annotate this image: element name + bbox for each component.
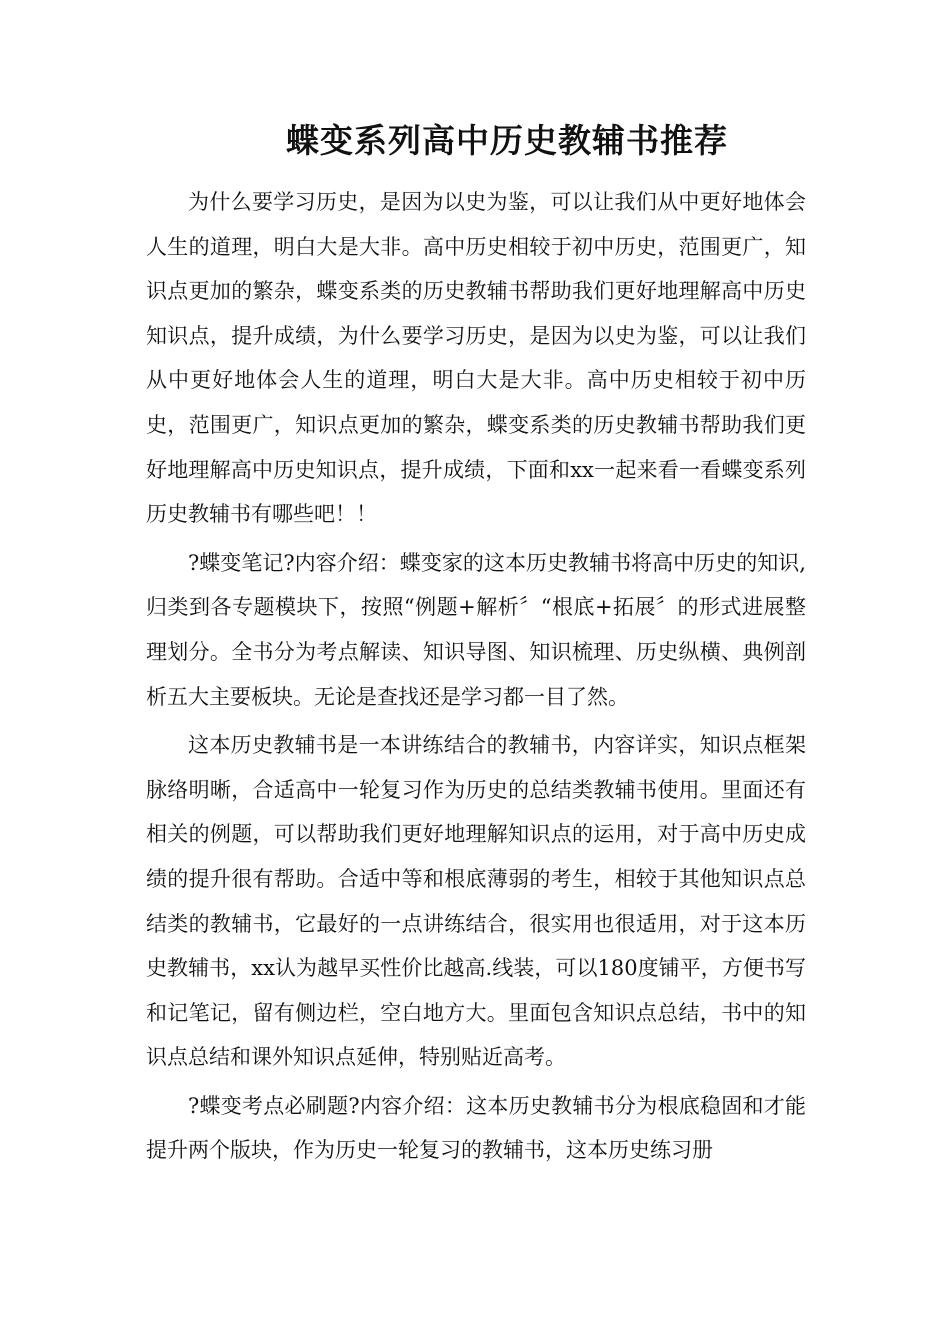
- document-body: [146, 180, 806, 1177]
- document-title: 蝶变系列高中历史教辅书推荐: [286, 121, 728, 160]
- paragraph-intro: 为什么要学习历史，是因为以史为鉴，可以让我们从中更好地体会人生的道理，明白大是大非。高中历史相较于初中历史，范围更广，知识点更加的繁杂，蝶变系类的历史教辅书帮助我们更好地理解高中历史知识点，提升成绩，为什么要学习历史，是因为以史为鉴，可以让我们从中更好地体会人生的道理，明白大是大非。高中历史相较于初中历史，范围更广，知识点更加的繁杂，蝶变系类的历史教辅书帮助我们更好地理解高中历史知识点，提升成绩，下面和xx一起来看一看蝶变系列历史教辅书有哪些吧！！: [146, 190, 806, 527]
- paragraph-butterfly-notes: ?蝶变笔记?内容介绍：蝶变家的这本历史教辅书将高中历史的知识,归类到各专题模块下，按照“例题+解析〞“根底+拓展〞的形式进展整理划分。全书分为考点解读、知识导图、知识梳理、历史纵横、典例剖析五大主要板块。无论是查找还是学习都一目了然。: [146, 550, 806, 709]
- paragraph-exam-practice: ?蝶变考点必刷题?内容介绍：这本历史教辅书分为根底稳固和才能提升两个版块，作为历史一轮复习的教辅书，这本历史练习册: [146, 1093, 806, 1163]
- paragraph-book-review: 这本历史教辅书是一本讲练结合的教辅书，内容详实，知识点框架脉络明晰，合适高中一轮复习作为历史的总结类教辅书使用。里面还有相关的例题，可以帮助我们更好地理解知识点的运用，对于高中历史成绩的提升很有帮助。合适中等和根底薄弱的考生，相较于其他知识点总结类的教辅书，它最好的一点讲练结合，很实用也很适用，对于这本历史教辅书，xx认为越早买性价比越高.线装，可以180度铺平，方便书写和记笔记，留有侧边栏，空白地方大。里面包含知识点总结，书中的知识点总结和课外知识点延伸，特别贴近高考。: [146, 733, 806, 1070]
